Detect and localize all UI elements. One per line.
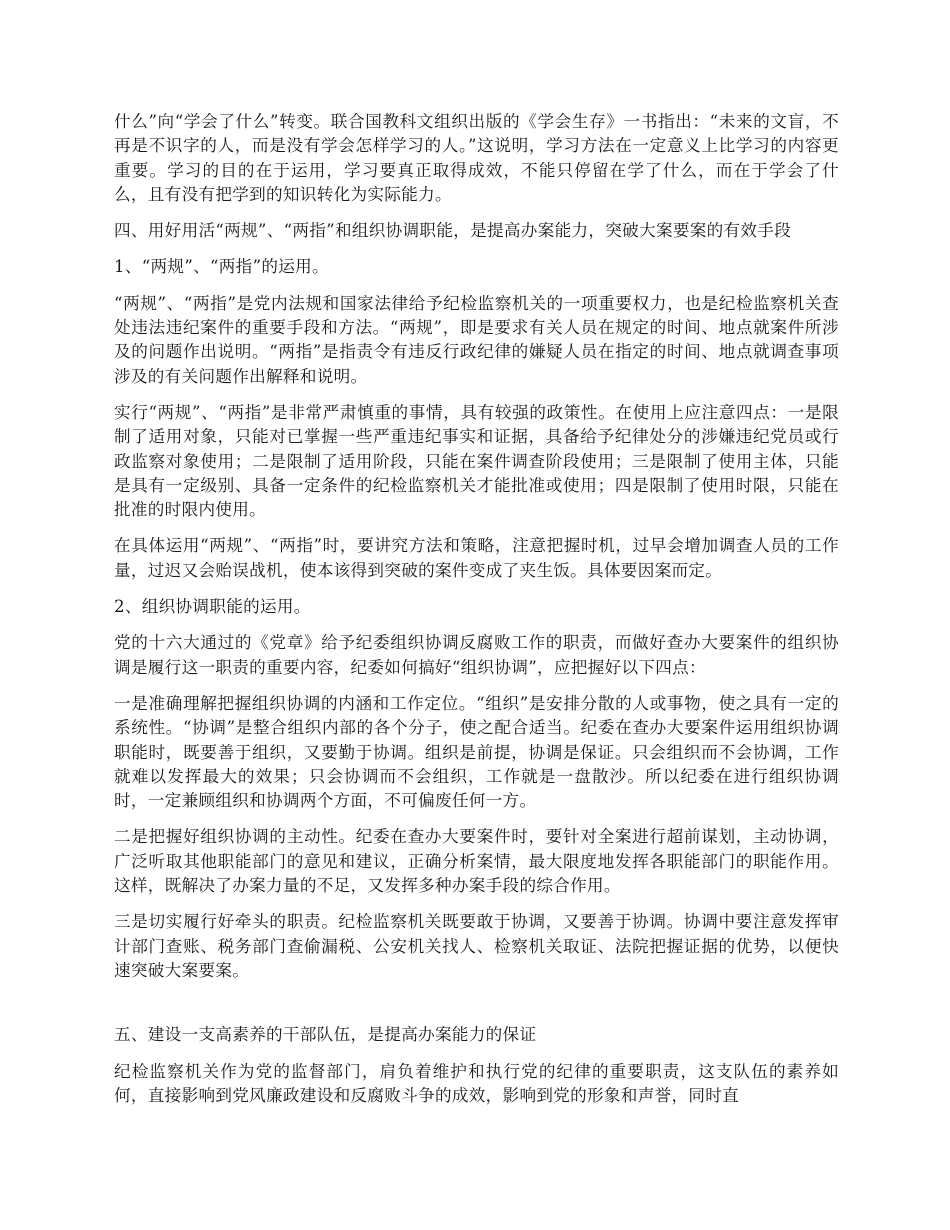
paragraph-coordination-point-two: 二是把握好组织协调的主动性。纪委在查办大要案件时，要针对全案进行超前谋划，主动协调，广泛听取其他职能部门的意见和建议，正确分析案情，最大限度地发挥各职能部门的职能作用。这样，既解决了办案力量的不足，又发挥多种办案手段的综合作用。 [114,827,839,896]
section-heading-four: 四、用好用活“两规”、“两指”和组织协调职能，是提高办案能力，突破大案要案的有效手段 [114,221,792,241]
paragraph-liang-gui-definition: “两规”、“两指”是党内法规和国家法律给予纪检监察机关的一项重要权力，也是纪检监察机关查处违法违纪案件的重要手段和方法。“两规”，即是要求有关人员在规定的时间、地点就案件所涉及的问题作出说明。“两指”是指责令有违反行政纪律的嫌疑人员在指定的时间、地点就调查事项涉及的有关问题作出解释和说明。 [114,293,839,386]
paragraph-team-quality: 纪检监察机关作为党的监督部门，肩负着维护和执行党的纪律的重要职责，这支队伍的素养如何，直接影响到党风廉政建设和反腐败斗争的成效，影响到党的形象和声誉，同时直 [114,1061,839,1105]
paragraph-coordination-point-one: 一是准确理解把握组织协调的内涵和工作定位。“组织”是安排分散的人或事物，使之具有一定的系统性。“协调”是整合组织内部的各个分子，使之配合适当。纪委在查办大要案件运用组织协调职能时，既要善于组织，又要勤于协调。组织是前提，协调是保证。只会组织而不会协调，工作就难以发挥最大的效果；只会协调而不会组织，工作就是一盘散沙。所以纪委在进行组织协调时，一定兼顾组织和协调两个方面，不可偏废任何一方。 [114,693,839,811]
paragraph-coordination-intro: 党的十六大通过的《党章》给予纪委组织协调反腐败工作的职责，而做好查办大要案件的组织协调是履行这一职责的重要内容，纪委如何搞好“组织协调”，应把握好以下四点： [114,633,839,677]
paragraph-coordination-point-three: 三是切实履行好牵头的职责。纪检监察机关既要敢于协调，又要善于协调。协调中要注意发挥审计部门查账、税务部门查偷漏税、公安机关找人、检察机关取证、法院把握证据的优势，以便快速突破大案要案。 [114,912,839,980]
document-body [114,110,839,1120]
subheading-coordination: 2、组织协调职能的运用。 [114,597,311,617]
subheading-liang-gui-liang-zhi: 1、“两规”、“两指”的运用。 [114,257,329,277]
section-heading-five: 五、建设一支高素养的干部队伍，是提高办案能力的保证 [114,1025,537,1045]
paragraph-learning-methods: 什么”向“学会了什么”转变。联合国教科文组织出版的《学会生存》一书指出：“未来的文盲，不再是不识字的人，而是没有学会怎样学习的人。”这说明，学习方法在一定意义上比学习的内容更重要。学习的目的在于运用，学习要真正取得成效，不能只停留在学了什么，而在于学会了什么，且有没有把学到的知识转化为实际能力。 [114,112,839,204]
paragraph-liang-gui-timing: 在具体运用“两规”、“两指”时，要讲究方法和策略，注意把握时机，过早会增加调查人员的工作量，过迟又会贻误战机，使本该得到突破的案件变成了夹生饭。具体要因案而定。 [114,536,839,580]
paragraph-liang-gui-restrictions: 实行“两规”、“两指”是非常严肃慎重的事情，具有较强的政策性。在使用上应注意四点：一是限制了适用对象，只能对已掌握一些严重违纪事实和证据，具备给予纪律处分的涉嫌违纪党员或行政监察对象使用；二是限制了适用阶段，只能在案件调查阶段使用；三是限制了使用主体，只能是具有一定级别、具备一定条件的纪检监察机关才能批准或使用；四是限制了使用时限，只能在批准的时限内使用。 [114,402,839,520]
